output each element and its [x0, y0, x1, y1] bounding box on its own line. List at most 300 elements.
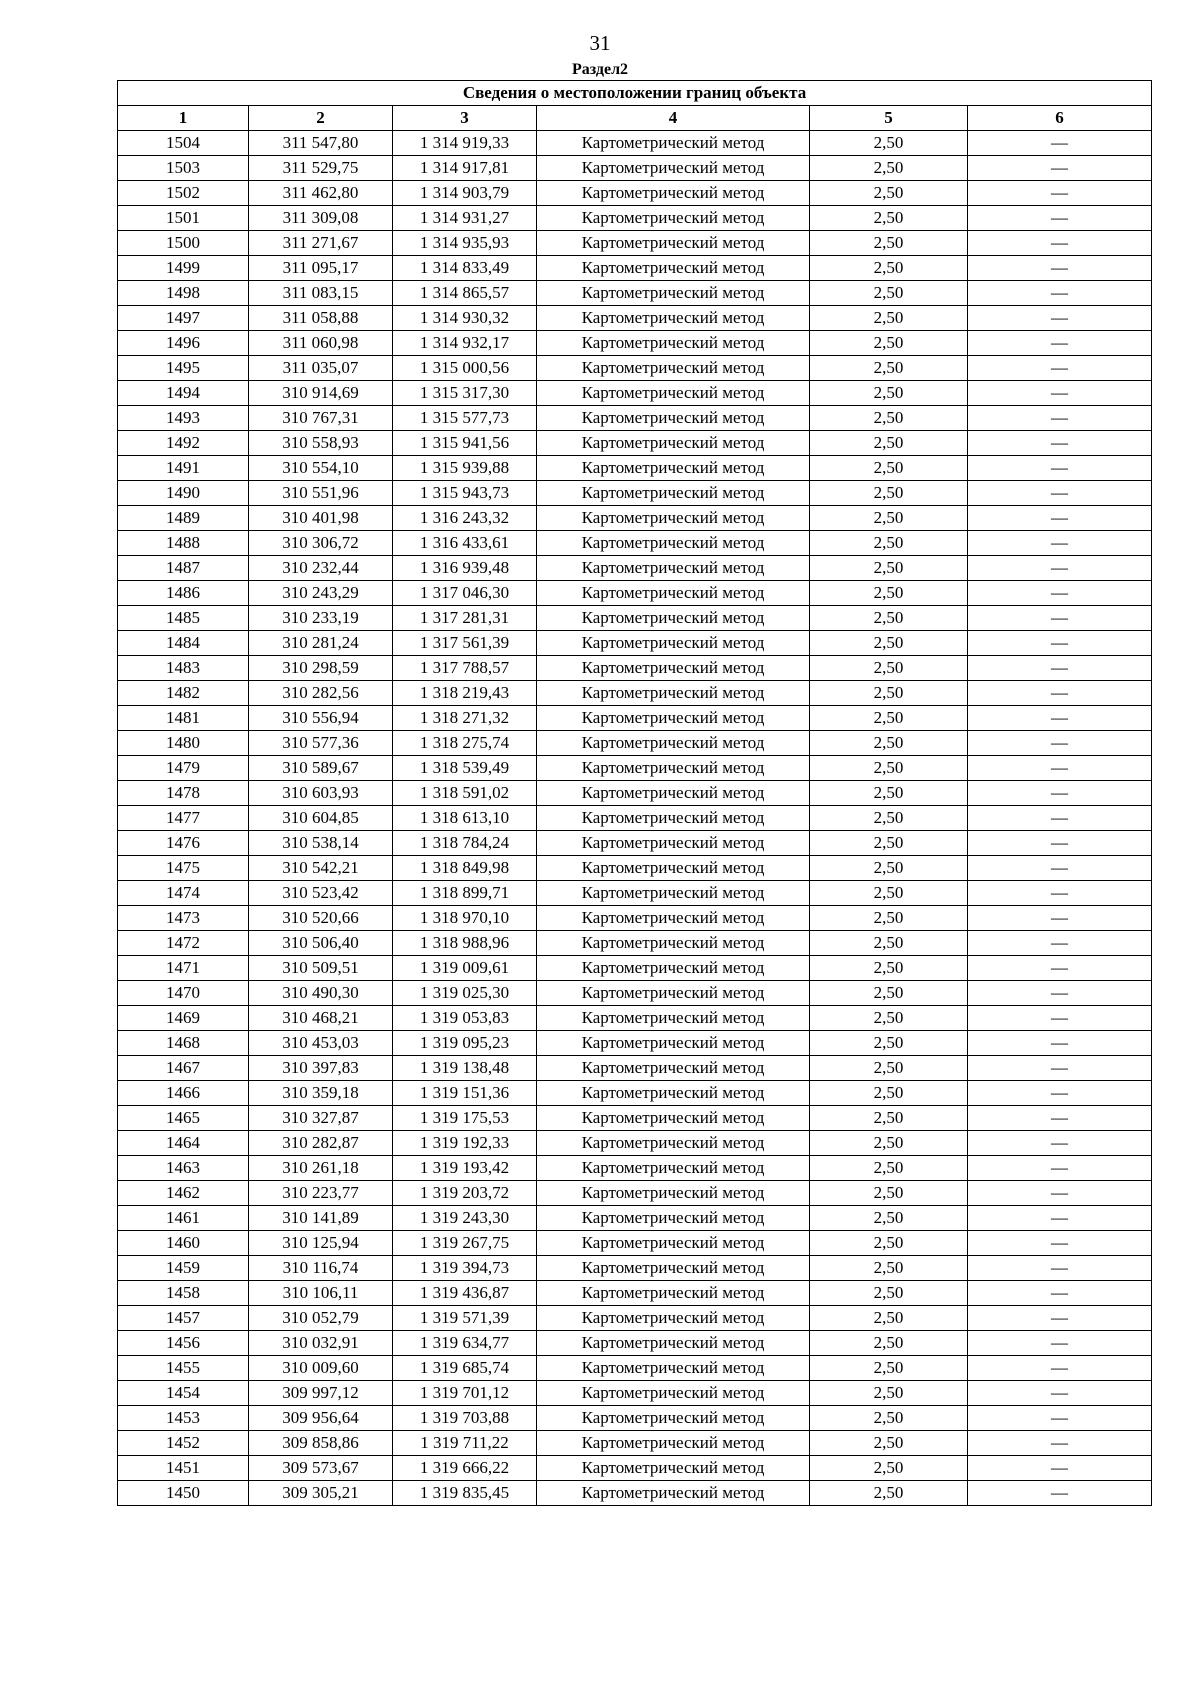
description-cell: —: [968, 431, 1152, 456]
point-number-cell: 1468: [118, 1031, 249, 1056]
accuracy-cell: 2,50: [810, 506, 968, 531]
y-coordinate-cell: 1 318 988,96: [393, 931, 537, 956]
description-cell: —: [968, 1106, 1152, 1131]
description-cell: —: [968, 731, 1152, 756]
method-cell: Картометрический метод: [537, 181, 810, 206]
accuracy-cell: 2,50: [810, 1481, 968, 1506]
x-coordinate-cell: 310 032,91: [249, 1331, 393, 1356]
y-coordinate-cell: 1 319 009,61: [393, 956, 537, 981]
point-number-cell: 1483: [118, 656, 249, 681]
y-coordinate-cell: 1 314 930,32: [393, 306, 537, 331]
method-cell: Картометрический метод: [537, 831, 810, 856]
x-coordinate-cell: 310 538,14: [249, 831, 393, 856]
y-coordinate-cell: 1 315 939,88: [393, 456, 537, 481]
method-cell: Картометрический метод: [537, 1481, 810, 1506]
table-row: [118, 656, 1152, 681]
method-cell: Картометрический метод: [537, 1006, 810, 1031]
x-coordinate-cell: 310 327,87: [249, 1106, 393, 1131]
description-cell: —: [968, 756, 1152, 781]
table-row: [118, 1081, 1152, 1106]
table-row: [118, 481, 1152, 506]
accuracy-cell: 2,50: [810, 231, 968, 256]
table-row: [118, 1356, 1152, 1381]
description-cell: —: [968, 531, 1152, 556]
x-coordinate-cell: 310 125,94: [249, 1231, 393, 1256]
table-row: [118, 1156, 1152, 1181]
x-coordinate-cell: 310 306,72: [249, 531, 393, 556]
y-coordinate-cell: 1 318 591,02: [393, 781, 537, 806]
method-cell: Картометрический метод: [537, 481, 810, 506]
description-cell: —: [968, 1406, 1152, 1431]
method-cell: Картометрический метод: [537, 856, 810, 881]
y-coordinate-cell: 1 314 935,93: [393, 231, 537, 256]
accuracy-cell: 2,50: [810, 206, 968, 231]
description-cell: —: [968, 1481, 1152, 1506]
accuracy-cell: 2,50: [810, 1431, 968, 1456]
method-cell: Картометрический метод: [537, 506, 810, 531]
y-coordinate-cell: 1 319 025,30: [393, 981, 537, 1006]
point-number-cell: 1461: [118, 1206, 249, 1231]
description-cell: —: [968, 281, 1152, 306]
accuracy-cell: 2,50: [810, 1281, 968, 1306]
description-cell: —: [968, 1231, 1152, 1256]
accuracy-cell: 2,50: [810, 1031, 968, 1056]
point-number-cell: 1477: [118, 806, 249, 831]
point-number-cell: 1472: [118, 931, 249, 956]
method-cell: Картометрический метод: [537, 781, 810, 806]
y-coordinate-cell: 1 318 539,49: [393, 756, 537, 781]
point-number-cell: 1500: [118, 231, 249, 256]
x-coordinate-cell: 311 058,88: [249, 306, 393, 331]
point-number-cell: 1479: [118, 756, 249, 781]
table-row: [118, 931, 1152, 956]
table-row: [118, 1206, 1152, 1231]
description-cell: —: [968, 306, 1152, 331]
x-coordinate-cell: 311 095,17: [249, 256, 393, 281]
table-row: [118, 1381, 1152, 1406]
table-row: [118, 856, 1152, 881]
accuracy-cell: 2,50: [810, 881, 968, 906]
method-cell: Картометрический метод: [537, 956, 810, 981]
method-cell: Картометрический метод: [537, 1381, 810, 1406]
description-cell: —: [968, 206, 1152, 231]
y-coordinate-cell: 1 319 243,30: [393, 1206, 537, 1231]
point-number-cell: 1504: [118, 131, 249, 156]
table-row: [118, 431, 1152, 456]
point-number-cell: 1466: [118, 1081, 249, 1106]
x-coordinate-cell: 310 141,89: [249, 1206, 393, 1231]
table-row: [118, 156, 1152, 181]
accuracy-cell: 2,50: [810, 1456, 968, 1481]
description-cell: —: [968, 681, 1152, 706]
description-cell: —: [968, 1156, 1152, 1181]
point-number-cell: 1464: [118, 1131, 249, 1156]
table-row: [118, 181, 1152, 206]
x-coordinate-cell: 310 523,42: [249, 881, 393, 906]
table-row: [118, 281, 1152, 306]
point-number-cell: 1453: [118, 1406, 249, 1431]
table-row: [118, 1006, 1152, 1031]
point-number-cell: 1462: [118, 1181, 249, 1206]
accuracy-cell: 2,50: [810, 1231, 968, 1256]
description-cell: —: [968, 1181, 1152, 1206]
y-coordinate-cell: 1 318 275,74: [393, 731, 537, 756]
y-coordinate-cell: 1 318 970,10: [393, 906, 537, 931]
description-cell: —: [968, 131, 1152, 156]
description-cell: —: [968, 831, 1152, 856]
description-cell: —: [968, 781, 1152, 806]
column-header: 4: [537, 106, 810, 131]
table-row: [118, 831, 1152, 856]
description-cell: —: [968, 231, 1152, 256]
method-cell: Картометрический метод: [537, 406, 810, 431]
accuracy-cell: 2,50: [810, 156, 968, 181]
accuracy-cell: 2,50: [810, 1381, 968, 1406]
point-number-cell: 1486: [118, 581, 249, 606]
accuracy-cell: 2,50: [810, 131, 968, 156]
description-cell: —: [968, 1131, 1152, 1156]
method-cell: Картометрический метод: [537, 556, 810, 581]
table-body: [118, 131, 1152, 1506]
description-cell: —: [968, 606, 1152, 631]
y-coordinate-cell: 1 314 865,57: [393, 281, 537, 306]
y-coordinate-cell: 1 319 151,36: [393, 1081, 537, 1106]
table-row: [118, 1181, 1152, 1206]
table-row: [118, 456, 1152, 481]
x-coordinate-cell: 310 233,19: [249, 606, 393, 631]
y-coordinate-cell: 1 318 613,10: [393, 806, 537, 831]
method-cell: Картометрический метод: [537, 1206, 810, 1231]
page-number: 31: [589, 31, 611, 55]
x-coordinate-cell: 311 083,15: [249, 281, 393, 306]
table-row: [118, 556, 1152, 581]
accuracy-cell: 2,50: [810, 631, 968, 656]
accuracy-cell: 2,50: [810, 756, 968, 781]
point-number-cell: 1484: [118, 631, 249, 656]
y-coordinate-cell: 1 319 203,72: [393, 1181, 537, 1206]
column-header: 6: [968, 106, 1152, 131]
column-header: 5: [810, 106, 968, 131]
table-row: [118, 256, 1152, 281]
description-cell: —: [968, 256, 1152, 281]
table-row: [118, 1331, 1152, 1356]
point-number-cell: 1495: [118, 356, 249, 381]
method-cell: Картометрический метод: [537, 906, 810, 931]
method-cell: Картометрический метод: [537, 656, 810, 681]
x-coordinate-cell: 310 506,40: [249, 931, 393, 956]
accuracy-cell: 2,50: [810, 1206, 968, 1231]
point-number-cell: 1503: [118, 156, 249, 181]
x-coordinate-cell: 310 603,93: [249, 781, 393, 806]
table-row: [118, 206, 1152, 231]
method-cell: Картометрический метод: [537, 1456, 810, 1481]
point-number-cell: 1458: [118, 1281, 249, 1306]
y-coordinate-cell: 1 315 941,56: [393, 431, 537, 456]
table-row: [118, 981, 1152, 1006]
point-number-cell: 1502: [118, 181, 249, 206]
boundary-coordinates-table: [117, 80, 1152, 1506]
x-coordinate-cell: 310 577,36: [249, 731, 393, 756]
point-number-cell: 1465: [118, 1106, 249, 1131]
description-cell: —: [968, 1206, 1152, 1231]
method-cell: Картометрический метод: [537, 606, 810, 631]
method-cell: Картометрический метод: [537, 1281, 810, 1306]
point-number-cell: 1501: [118, 206, 249, 231]
method-cell: Картометрический метод: [537, 681, 810, 706]
y-coordinate-cell: 1 315 317,30: [393, 381, 537, 406]
method-cell: Картометрический метод: [537, 1156, 810, 1181]
method-cell: Картометрический метод: [537, 631, 810, 656]
method-cell: Картометрический метод: [537, 356, 810, 381]
point-number-cell: 1476: [118, 831, 249, 856]
point-number-cell: 1457: [118, 1306, 249, 1331]
method-cell: Картометрический метод: [537, 931, 810, 956]
description-cell: —: [968, 356, 1152, 381]
point-number-cell: 1459: [118, 1256, 249, 1281]
description-cell: —: [968, 981, 1152, 1006]
accuracy-cell: 2,50: [810, 456, 968, 481]
description-cell: —: [968, 331, 1152, 356]
x-coordinate-cell: 310 604,85: [249, 806, 393, 831]
x-coordinate-cell: 311 529,75: [249, 156, 393, 181]
accuracy-cell: 2,50: [810, 331, 968, 356]
method-cell: Картометрический метод: [537, 306, 810, 331]
x-coordinate-cell: 311 271,67: [249, 231, 393, 256]
accuracy-cell: 2,50: [810, 1081, 968, 1106]
point-number-cell: 1451: [118, 1456, 249, 1481]
method-cell: Картометрический метод: [537, 431, 810, 456]
accuracy-cell: 2,50: [810, 406, 968, 431]
x-coordinate-cell: 310 281,24: [249, 631, 393, 656]
y-coordinate-cell: 1 319 267,75: [393, 1231, 537, 1256]
description-cell: —: [968, 1356, 1152, 1381]
accuracy-cell: 2,50: [810, 356, 968, 381]
point-number-cell: 1460: [118, 1231, 249, 1256]
method-cell: Картометрический метод: [537, 1056, 810, 1081]
point-number-cell: 1481: [118, 706, 249, 731]
description-cell: —: [968, 1281, 1152, 1306]
point-number-cell: 1473: [118, 906, 249, 931]
description-cell: —: [968, 931, 1152, 956]
description-cell: —: [968, 1006, 1152, 1031]
x-coordinate-cell: 310 558,93: [249, 431, 393, 456]
table-row: [118, 1431, 1152, 1456]
x-coordinate-cell: 309 858,86: [249, 1431, 393, 1456]
accuracy-cell: 2,50: [810, 1131, 968, 1156]
method-cell: Картометрический метод: [537, 206, 810, 231]
accuracy-cell: 2,50: [810, 706, 968, 731]
y-coordinate-cell: 1 319 685,74: [393, 1356, 537, 1381]
table-row: [118, 231, 1152, 256]
table-row: [118, 581, 1152, 606]
point-number-cell: 1450: [118, 1481, 249, 1506]
point-number-cell: 1452: [118, 1431, 249, 1456]
y-coordinate-cell: 1 316 939,48: [393, 556, 537, 581]
y-coordinate-cell: 1 317 281,31: [393, 606, 537, 631]
table-row: [118, 1406, 1152, 1431]
accuracy-cell: 2,50: [810, 1256, 968, 1281]
x-coordinate-cell: 310 298,59: [249, 656, 393, 681]
table-row: [118, 731, 1152, 756]
x-coordinate-cell: 310 397,83: [249, 1056, 393, 1081]
x-coordinate-cell: 310 542,21: [249, 856, 393, 881]
accuracy-cell: 2,50: [810, 1106, 968, 1131]
method-cell: Картометрический метод: [537, 131, 810, 156]
table-caption-row: [118, 81, 1152, 106]
method-cell: Картометрический метод: [537, 731, 810, 756]
table-row: [118, 506, 1152, 531]
method-cell: Картометрический метод: [537, 1356, 810, 1381]
description-cell: —: [968, 181, 1152, 206]
y-coordinate-cell: 1 314 833,49: [393, 256, 537, 281]
x-coordinate-cell: 310 468,21: [249, 1006, 393, 1031]
description-cell: —: [968, 456, 1152, 481]
accuracy-cell: 2,50: [810, 556, 968, 581]
method-cell: Картометрический метод: [537, 331, 810, 356]
method-cell: Картометрический метод: [537, 281, 810, 306]
x-coordinate-cell: 310 106,11: [249, 1281, 393, 1306]
description-cell: —: [968, 1081, 1152, 1106]
accuracy-cell: 2,50: [810, 1056, 968, 1081]
x-coordinate-cell: 311 309,08: [249, 206, 393, 231]
table-row: [118, 706, 1152, 731]
description-cell: —: [968, 881, 1152, 906]
y-coordinate-cell: 1 318 899,71: [393, 881, 537, 906]
method-cell: Картометрический метод: [537, 706, 810, 731]
y-coordinate-cell: 1 319 175,53: [393, 1106, 537, 1131]
point-number-cell: 1454: [118, 1381, 249, 1406]
point-number-cell: 1482: [118, 681, 249, 706]
y-coordinate-cell: 1 316 433,61: [393, 531, 537, 556]
point-number-cell: 1470: [118, 981, 249, 1006]
table-caption: Сведения о местоположении границ объекта: [118, 81, 1152, 106]
x-coordinate-cell: 309 956,64: [249, 1406, 393, 1431]
description-cell: —: [968, 1306, 1152, 1331]
y-coordinate-cell: 1 314 903,79: [393, 181, 537, 206]
x-coordinate-cell: 311 547,80: [249, 131, 393, 156]
x-coordinate-cell: 310 509,51: [249, 956, 393, 981]
x-coordinate-cell: 309 305,21: [249, 1481, 393, 1506]
accuracy-cell: 2,50: [810, 531, 968, 556]
point-number-cell: 1498: [118, 281, 249, 306]
table-row: [118, 331, 1152, 356]
point-number-cell: 1496: [118, 331, 249, 356]
y-coordinate-cell: 1 314 931,27: [393, 206, 537, 231]
x-coordinate-cell: 310 401,98: [249, 506, 393, 531]
method-cell: Картометрический метод: [537, 381, 810, 406]
y-coordinate-cell: 1 319 701,12: [393, 1381, 537, 1406]
accuracy-cell: 2,50: [810, 281, 968, 306]
description-cell: —: [968, 1456, 1152, 1481]
y-coordinate-cell: 1 319 095,23: [393, 1031, 537, 1056]
description-cell: —: [968, 1031, 1152, 1056]
point-number-cell: 1455: [118, 1356, 249, 1381]
method-cell: Картометрический метод: [537, 156, 810, 181]
point-number-cell: 1491: [118, 456, 249, 481]
x-coordinate-cell: 310 554,10: [249, 456, 393, 481]
method-cell: Картометрический метод: [537, 981, 810, 1006]
y-coordinate-cell: 1 315 577,73: [393, 406, 537, 431]
y-coordinate-cell: 1 319 394,73: [393, 1256, 537, 1281]
accuracy-cell: 2,50: [810, 806, 968, 831]
x-coordinate-cell: 310 009,60: [249, 1356, 393, 1381]
x-coordinate-cell: 311 462,80: [249, 181, 393, 206]
x-coordinate-cell: 311 060,98: [249, 331, 393, 356]
x-coordinate-cell: 310 520,66: [249, 906, 393, 931]
point-number-cell: 1487: [118, 556, 249, 581]
method-cell: Картометрический метод: [537, 1081, 810, 1106]
point-number-cell: 1488: [118, 531, 249, 556]
description-cell: —: [968, 556, 1152, 581]
table-row: [118, 131, 1152, 156]
table-row: [118, 531, 1152, 556]
x-coordinate-cell: 310 282,87: [249, 1131, 393, 1156]
accuracy-cell: 2,50: [810, 1156, 968, 1181]
x-coordinate-cell: 310 261,18: [249, 1156, 393, 1181]
point-number-cell: 1492: [118, 431, 249, 456]
method-cell: Картометрический метод: [537, 1331, 810, 1356]
description-cell: —: [968, 156, 1152, 181]
point-number-cell: 1469: [118, 1006, 249, 1031]
method-cell: Картометрический метод: [537, 1431, 810, 1456]
y-coordinate-cell: 1 319 666,22: [393, 1456, 537, 1481]
accuracy-cell: 2,50: [810, 1181, 968, 1206]
accuracy-cell: 2,50: [810, 931, 968, 956]
x-coordinate-cell: 309 573,67: [249, 1456, 393, 1481]
method-cell: Картометрический метод: [537, 806, 810, 831]
method-cell: Картометрический метод: [537, 1231, 810, 1256]
point-number-cell: 1456: [118, 1331, 249, 1356]
table-row: [118, 381, 1152, 406]
table-row: [118, 1281, 1152, 1306]
accuracy-cell: 2,50: [810, 856, 968, 881]
accuracy-cell: 2,50: [810, 581, 968, 606]
table-header-row: [118, 106, 1152, 131]
y-coordinate-cell: 1 318 784,24: [393, 831, 537, 856]
section-label: Раздел2: [571, 61, 629, 78]
column-header: 1: [118, 106, 249, 131]
accuracy-cell: 2,50: [810, 831, 968, 856]
y-coordinate-cell: 1 319 192,33: [393, 1131, 537, 1156]
point-number-cell: 1494: [118, 381, 249, 406]
table-row: [118, 1306, 1152, 1331]
table-row: [118, 406, 1152, 431]
y-coordinate-cell: 1 314 932,17: [393, 331, 537, 356]
accuracy-cell: 2,50: [810, 1306, 968, 1331]
description-cell: —: [968, 1256, 1152, 1281]
y-coordinate-cell: 1 319 138,48: [393, 1056, 537, 1081]
method-cell: Картометрический метод: [537, 1256, 810, 1281]
point-number-cell: 1467: [118, 1056, 249, 1081]
table-row: [118, 306, 1152, 331]
table-row: [118, 1106, 1152, 1131]
method-cell: Картометрический метод: [537, 1031, 810, 1056]
x-coordinate-cell: 310 359,18: [249, 1081, 393, 1106]
method-cell: Картометрический метод: [537, 881, 810, 906]
accuracy-cell: 2,50: [810, 1406, 968, 1431]
y-coordinate-cell: 1 315 943,73: [393, 481, 537, 506]
point-number-cell: 1480: [118, 731, 249, 756]
x-coordinate-cell: 310 767,31: [249, 406, 393, 431]
x-coordinate-cell: 310 232,44: [249, 556, 393, 581]
table-row: [118, 1481, 1152, 1506]
column-header: 2: [249, 106, 393, 131]
accuracy-cell: 2,50: [810, 981, 968, 1006]
y-coordinate-cell: 1 316 243,32: [393, 506, 537, 531]
y-coordinate-cell: 1 319 634,77: [393, 1331, 537, 1356]
description-cell: —: [968, 481, 1152, 506]
accuracy-cell: 2,50: [810, 1356, 968, 1381]
